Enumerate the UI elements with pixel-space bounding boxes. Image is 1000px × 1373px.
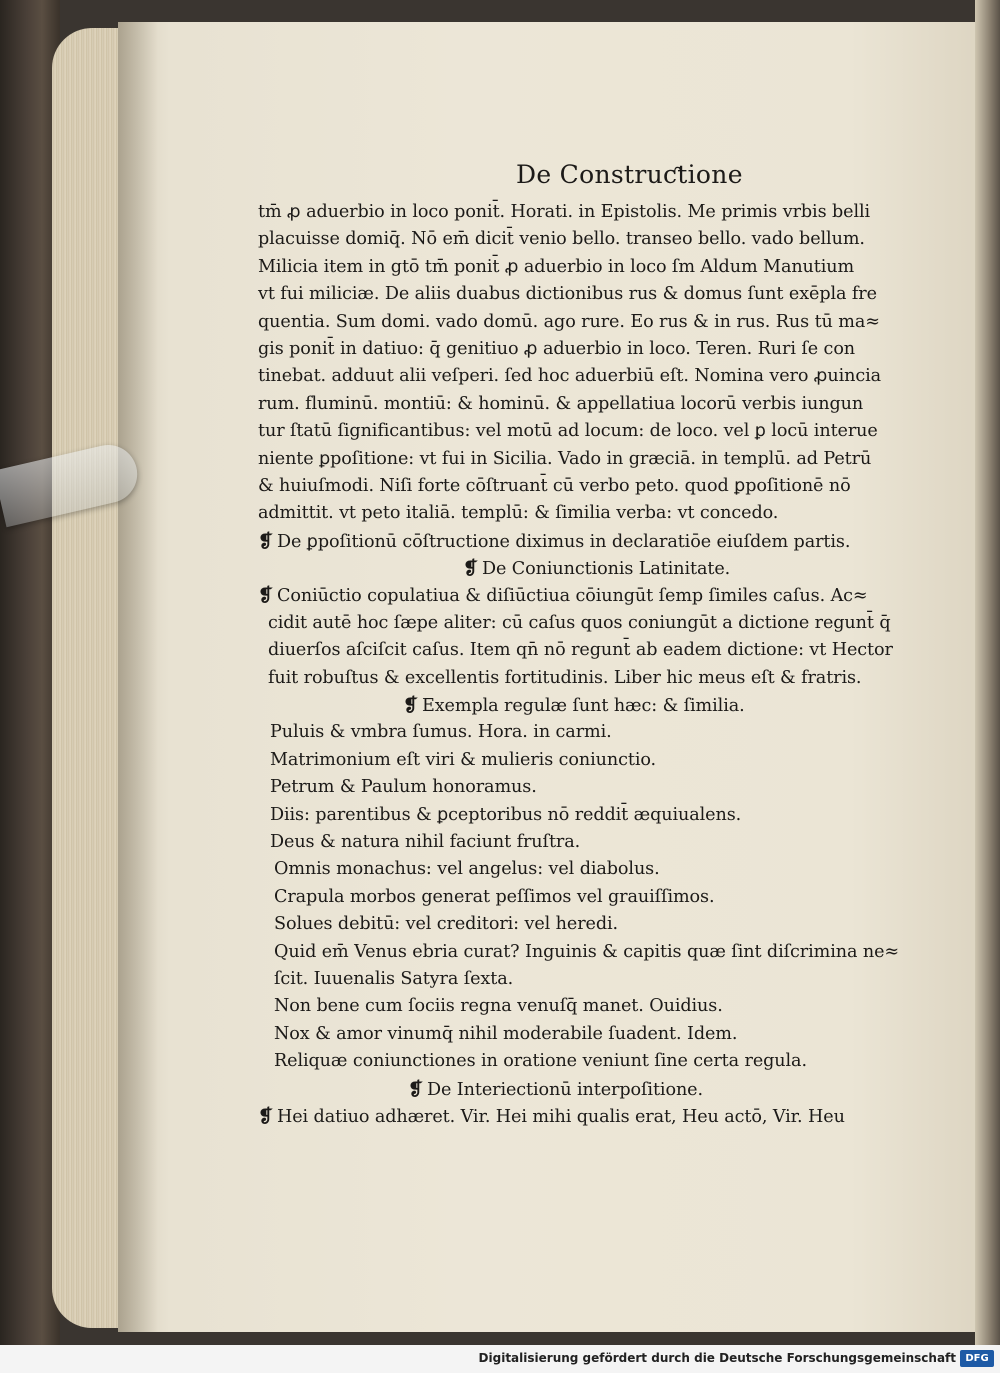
paragraph-conjunctions: ❡ Coniūctio copulatiua & diſiūctiua cōiungūt ſemp ſimiles caſus. Ac≈: [258, 585, 868, 607]
pilcrow-icon: ❡: [258, 1105, 273, 1127]
section-heading-examples: ❡ Exempla regulæ ſunt hæc: & ſimilia.: [403, 695, 745, 717]
example-line: Puluis & vmbra ſumus. Hora. in carmi.: [270, 722, 612, 743]
dfg-logo: DFG: [960, 1350, 994, 1367]
example-line: Petrum & Paulum honoramus.: [270, 777, 537, 798]
text-line: admittit. vt peto italiā. templū: & ſimilia verba: vt concedo.: [258, 503, 779, 524]
text-block: [258, 160, 948, 1130]
example-line: Non bene cum ſociis regna venuſq̄ manet. Ouidius.: [274, 996, 723, 1017]
pilcrow-icon: ❡: [258, 585, 273, 607]
text-line: niente ꝑpoſitione: vt fui in Sicilia. Vado in græciā. in templū. ad Petrū: [258, 448, 872, 469]
text-line: cidit autē hoc ſæpe aliter: cū caſus quos coniungūt a dictione regunt̄ q̄: [268, 612, 891, 633]
paragraph-interjections: ❡ Hei datiuo adhæret. Vir. Hei mihi qualis erat, Heu actō, Vir. Heu: [258, 1105, 845, 1127]
text-line: placuisse domiq̄. Nō em̄ dicit̄ venio bello. transeo bello. vado bellum.: [258, 229, 865, 250]
text-line: quentia. Sum domi. vado domū. ago rure. Eo rus & in rus. Rus tū ma≈: [258, 311, 880, 332]
pilcrow-icon: ❡: [408, 1078, 423, 1100]
book-cover-edge: [0, 0, 60, 1345]
text-line: rum. fluminū. montiū: & hominū. & appellatiua locorū verbis iungun: [258, 393, 864, 414]
text-line: tinebat. adduut alii veſperi. ſed hoc aduerbiū eſt. Nomina vero ꝓuincia: [258, 366, 881, 387]
example-line: Matrimonium eſt viri & mulieris coniunctio.: [270, 749, 657, 770]
section-heading-conjunctions: ❡ De Coniunctionis Latinitate.: [463, 558, 731, 580]
funding-notice: Digitalisierung gefördert durch die Deutsche Forschungsgemeinschaft: [478, 1351, 956, 1365]
running-head: De Construƈtione: [516, 160, 743, 189]
footer-bar: [0, 1345, 1000, 1373]
text-line: & huiuſmodi. Niſi forte cōſtruant̄ cū verbo peto. quod ꝑpoſitionē nō: [258, 475, 851, 496]
example-line: Reliquæ coniunctiones in oratione veniunt ſine certa regula.: [274, 1051, 807, 1072]
example-line: Omnis monachus: vel angelus: vel diabolus.: [274, 859, 660, 880]
section-heading-interjections: ❡ De Interiectionū interpoſitione.: [408, 1078, 703, 1100]
example-line: Solues debitū: vel creditori: vel heredi.: [274, 914, 618, 935]
example-line: Quid em̄ Venus ebria curat? Inguinis & capitis quæ ſint diſcrimina ne≈: [274, 941, 900, 962]
example-line: Diis: parentibus & ꝑceptoribus nō reddit̄ æquiualens.: [270, 804, 742, 825]
page-stack-edge: [52, 28, 122, 1328]
text-line: diuerſos aſciſcit caſus. Item qn̄ nō regunt̄ ab eadem dictione: vt Hector: [268, 640, 893, 661]
text-line: tm̄ ꝓ aduerbio in loco ponit̄. Horati. in Epistolis. Me primis vrbis belli: [258, 202, 871, 222]
text-line: De ꝑpoſitionū cōſtructione diximus in declaratiōe eiuſdem partis.: [276, 531, 851, 552]
example-line: ſcit. Iuuenalis Satyra ſexta.: [274, 968, 514, 989]
example-line: Deus & natura nihil faciunt fruſtra.: [270, 831, 581, 852]
paragraph-prepositions: [258, 528, 948, 555]
pilcrow-icon: ❡: [258, 530, 273, 552]
example-line: Crapula morbos generat peſſimos vel grauiſſimos.: [274, 886, 715, 907]
text-line: fuit robuſtus & excellentis fortitudinis. Liber hic meus eſt & fratris.: [268, 667, 862, 688]
facing-page-edge: [975, 0, 1000, 1345]
example-line: Nox & amor vinumq̄ nihil moderabile ſuadent. Idem.: [274, 1023, 738, 1044]
text-line: Milicia item in gtō tm̄ ponit̄ ꝓ aduerbio in loco ſm Aldum Manutium: [258, 256, 855, 277]
pilcrow-icon: ❡: [403, 695, 418, 717]
pilcrow-icon: ❡: [463, 558, 478, 580]
text-line: tur ſtatū ſignificantibus: vel motū ad locum: de loco. vel ꝑ locū interue: [258, 421, 878, 442]
text-line: gis ponit̄ in datiuo: q̄ genitiuo ꝓ aduerbio in loco. Teren. Ruri ſe con: [258, 338, 856, 359]
gutter-shadow: [118, 22, 158, 1332]
text-line: vt fui miliciæ. De aliis duabus dictionibus rus & domus ſunt exēpla fre: [258, 284, 877, 305]
